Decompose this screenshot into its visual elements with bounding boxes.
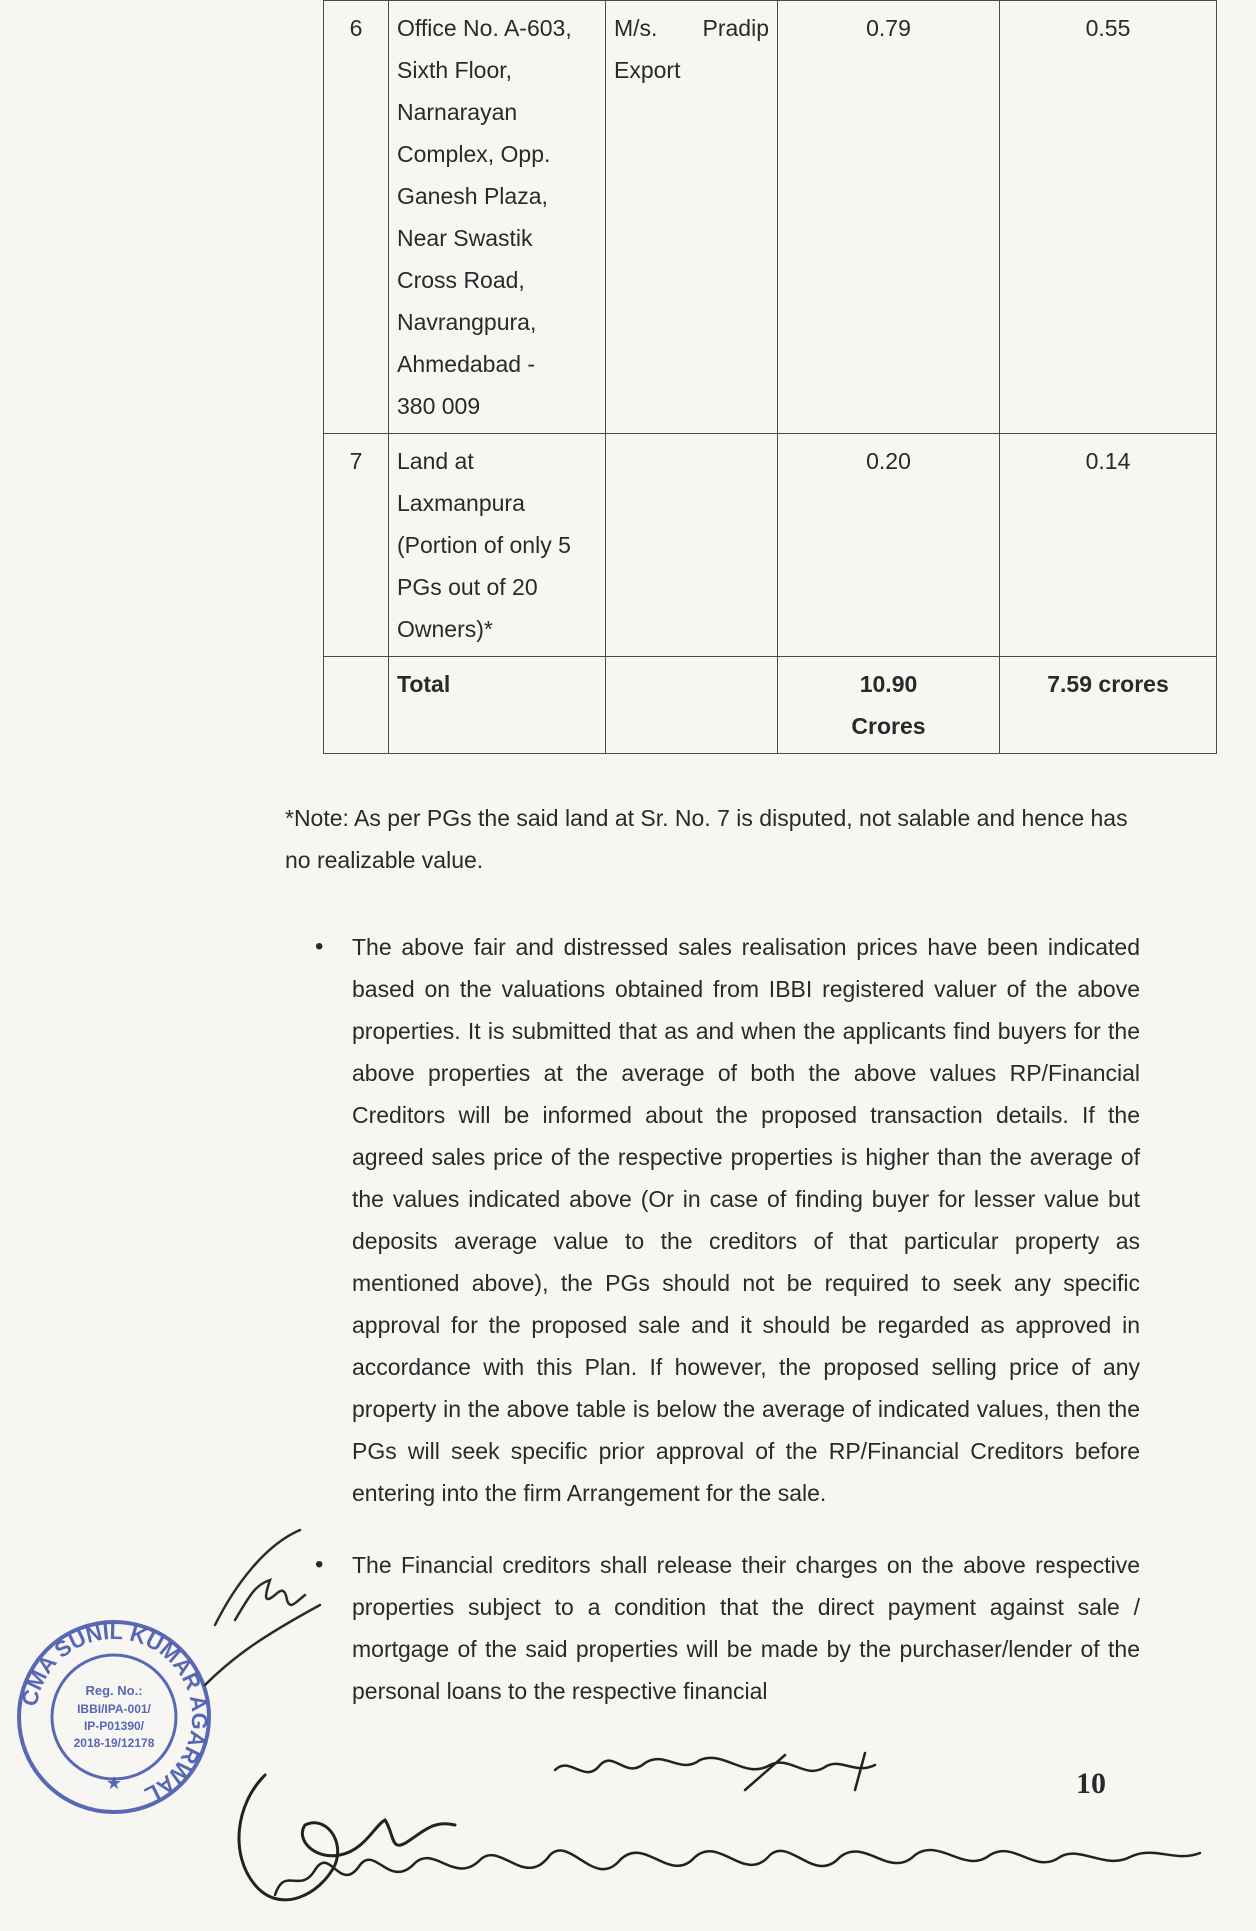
note-text: *Note: As per PGs the said land at Sr. No. 7 is disputed, not salable and hence has no realizable value. [285,805,1128,873]
distressed-value-cell: 0.14 [1000,434,1217,657]
handwritten-signatures-icon [225,1745,1225,1925]
property-cell: Land at Laxmanpura (Portion of only 5 PGs out of 20 Owners)* [389,434,606,657]
fair-value-cell: 0.20 [778,434,1000,657]
table-row [324,1,1217,434]
distressed-value-cell: 0.55 [1000,1,1217,434]
fair-value-cell: 0.79 [778,1,1000,434]
owner-cell: M/s. Pradip Export [606,1,778,434]
total-label: Total [389,657,606,754]
svg-text:Reg. No.:: Reg. No.: [85,1683,143,1698]
sr-no-cell: 6 [324,1,389,434]
svg-text:IP-P01390/: IP-P01390/ [83,1719,145,1733]
property-valuation-table [323,0,1217,754]
total-distressed-value: 7.59 crores [1000,657,1217,754]
svg-text:2018-19/12178: 2018-19/12178 [73,1736,155,1750]
owner-cell [606,434,778,657]
seal-stamp-icon [14,1617,214,1817]
svg-text:IBBI/IPA-001/: IBBI/IPA-001/ [77,1702,151,1716]
bullet-list [315,926,1140,1742]
sr-no-cell: 7 [324,434,389,657]
table-row [324,434,1217,657]
property-cell: Office No. A-603, Sixth Floor, Narnarayan Complex, Opp. Ganesh Plaza, Near Swastik Cross Road, Navrangpura, Ahmedabad - 380 009 [389,1,606,434]
total-fair-value: 10.90 Crores [778,657,1000,754]
list-item: • The above fair and distressed sales realisation prices have been indicated based on the valuations obtained from IBBI registered valuer of the above properties. It is submitted that as and when the applicants find buyers for the above properties at the average of both the above values RP/Financial Creditors will be informed about the proposed transaction details. If the agreed sales price of the respective properties is higher than the average of the values indicated above (Or in case of finding buyer for lesser value but deposits average value to the creditors of that particular property as mentioned above), the PGs should not be required to seek any specific approval for the proposed sale and it should be regarded as approved in accordance with this Plan. If however, the proposed selling price of any property in the above table is below the average of indicated values, then the PGs will seek specific prior approval of the RP/Financial Creditors before entering into the firm Arrangement for the sale. [352,926,1140,1514]
page-number: 10 [1076,1767,1106,1800]
initials-signature-icon [195,1525,335,1695]
bullet-icon: • [315,1551,324,1578]
bullet-icon: • [315,933,324,960]
list-item: • The Financial creditors shall release their charges on the above respective properties subject to a condition that the direct payment against sale / mortgage of the said properties will be made by the purchaser/lender of the personal loans to the respective financial [352,1544,1140,1712]
svg-text:★: ★ [105,1773,123,1793]
svg-text:CMA SUNIL KUMAR AGARWAL: CMA SUNIL KUMAR AGARWAL [16,1618,213,1808]
total-row [324,657,1217,754]
